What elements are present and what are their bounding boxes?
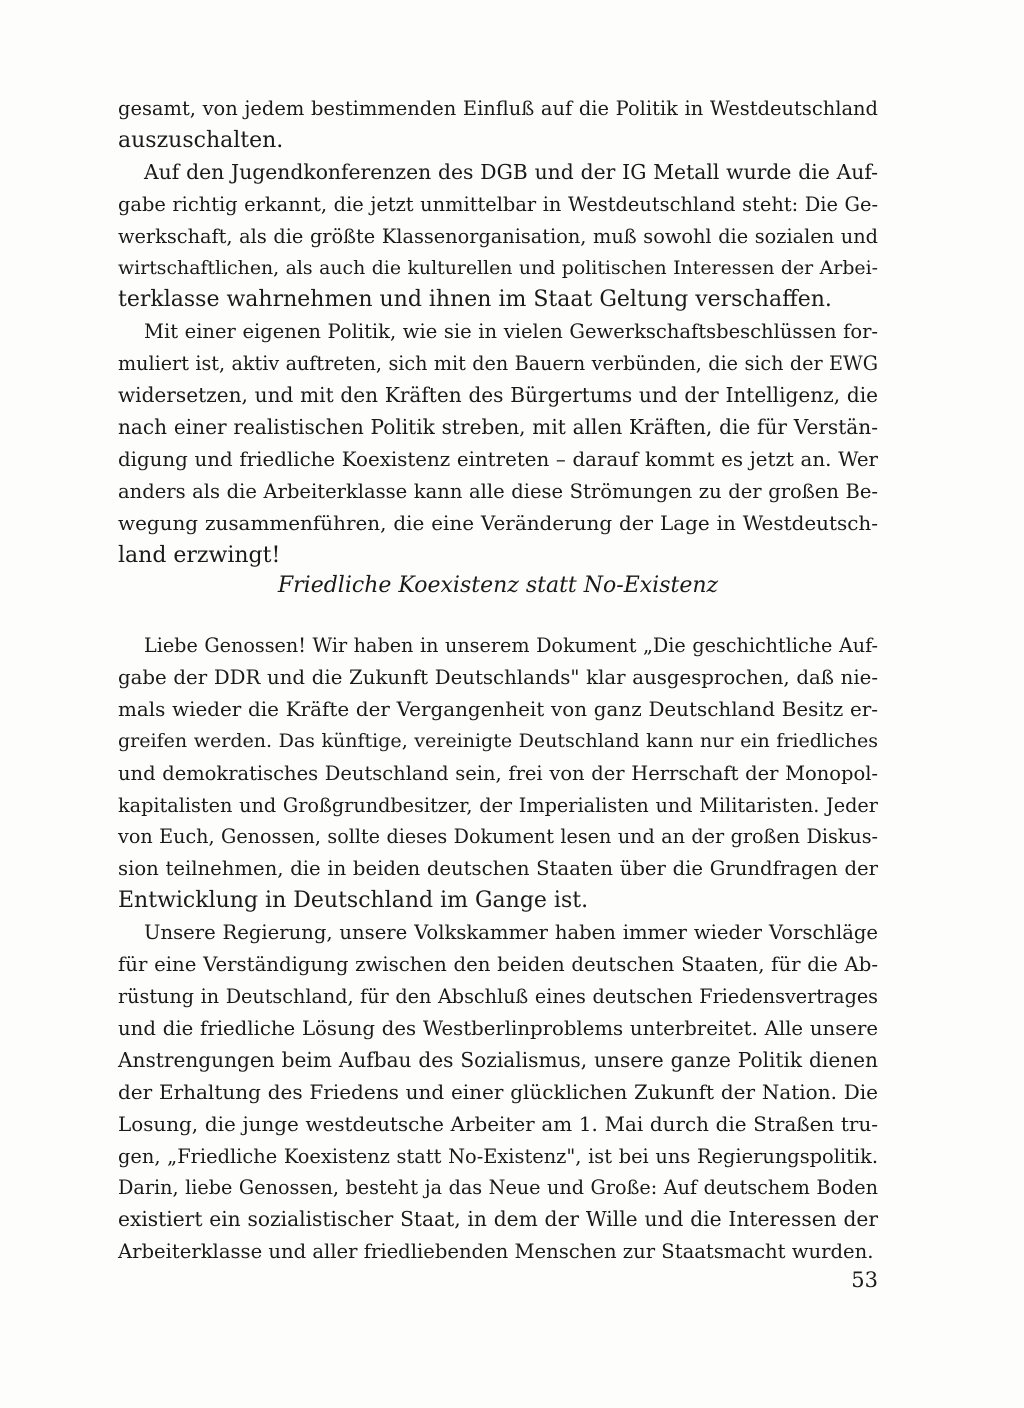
text-line: und demokratisches Deutschland sein, frei von der Herrschaft der Monopol- (118, 761, 878, 785)
text-line: nach einer realistischen Politik streben, mit allen Kräften, die für Verstän- (118, 415, 878, 440)
text-line: gesamt, von jedem bestimmenden Einfluß auf die Politik in Westdeutschland (118, 97, 878, 120)
text-line: werkschaft, als die größte Klassenorganisation, muß sowohl die sozialen und (118, 224, 878, 248)
text-line: Darin, liebe Genossen, besteht ja das Neue und Große: Auf deutschem Boden (118, 1176, 878, 1200)
text-line: Liebe Genossen! Wir haben in unserem Dokument „Die geschichtliche Auf- (144, 634, 878, 657)
text-line: muliert ist, aktiv auftreten, sich mit den Bauern verbünden, die sich der EWG (118, 352, 878, 376)
text-line: Auf den Jugendkonferenzen des DGB und der IG Metall wurde die Auf- (144, 159, 878, 184)
section-heading: Friedliche Koexistenz statt No-Existenz (277, 573, 719, 598)
text-line: anders als die Arbeiterklasse kann alle diese Strömungen zu der großen Be- (118, 479, 878, 503)
text-line: rüstung in Deutschland, für den Abschluß eines deutschen Friedensvertrages (118, 984, 878, 1008)
text-line: mals wieder die Kräfte der Vergangenheit von ganz Deutschland Besitz er- (118, 697, 878, 721)
text-line: land erzwingt! (118, 542, 281, 568)
text-line: terklasse wahrnehmen und ihnen im Staat Geltung verschaffen. (118, 287, 832, 313)
text-section-2 (118, 630, 878, 1268)
text-line: Anstrengungen beim Aufbau des Sozialismus, unsere ganze Politik dienen (118, 1047, 878, 1072)
text-section-1 (118, 93, 878, 572)
text-line: wirtschaftlichen, als auch die kulturellen und politischen Interessen der Arbei- (118, 256, 878, 279)
text-line: widersetzen, und mit den Kräften des Bürgertums und der Intelligenz, die (118, 383, 878, 408)
text-line: wegung zusammenführen, die eine Veränderung der Lage in Westdeutsch- (118, 510, 878, 535)
text-line: Unsere Regierung, unsere Volkskammer haben immer wieder Vorschläge (144, 921, 878, 945)
text-line: von Euch, Genossen, sollte dieses Dokument lesen und an der großen Diskus- (118, 825, 878, 849)
text-line: gabe der DDR und die Zukunft Deutschlands" klar ausgesprochen, daß nie- (118, 665, 878, 689)
text-line: Arbeiterklasse und aller friedliebenden Menschen zur Staatsmacht wurden. (118, 1240, 874, 1264)
text-line: und die friedliche Lösung des Westberlinproblems unterbreitet. Alle unsere (118, 1016, 878, 1040)
text-line: gabe richtig erkannt, die jetzt unmittelbar in Westdeutschland steht: Die Ge- (118, 192, 878, 216)
text-line: digung und friedliche Koexistenz eintreten – darauf kommt es jetzt an. Wer (118, 447, 878, 471)
text-line: für eine Verständigung zwischen den beiden deutschen Staaten, für die Ab- (118, 953, 878, 977)
text-line: kapitalisten und Großgrundbesitzer, der Imperialisten und Militaristen. Jeder (118, 793, 878, 817)
page-number: 53 (851, 1268, 878, 1292)
text-line: Mit einer eigenen Politik, wie sie in vielen Gewerkschaftsbeschlüssen for- (144, 320, 878, 344)
text-line: gen, „Friedliche Koexistenz statt No-Existenz", ist bei uns Regierungspolitik. (118, 1144, 878, 1168)
text-line: existiert ein sozialistischer Staat, in dem der Wille und die Interessen der (118, 1207, 878, 1232)
text-line: der Erhaltung des Friedens und einer glücklichen Zukunft der Nation. Die (118, 1079, 878, 1104)
text-line: sion teilnehmen, die in beiden deutschen Staaten über die Grundfragen der (118, 857, 878, 881)
text-line: Entwicklung in Deutschland im Gange ist. (118, 888, 589, 914)
text-line: auszuschalten. (118, 127, 284, 153)
text-line: Losung, die junge westdeutsche Arbeiter am 1. Mai durch die Straßen tru- (118, 1112, 878, 1136)
text-line: greifen werden. Das künftige, vereinigte Deutschland kann nur ein friedliches (118, 729, 878, 752)
